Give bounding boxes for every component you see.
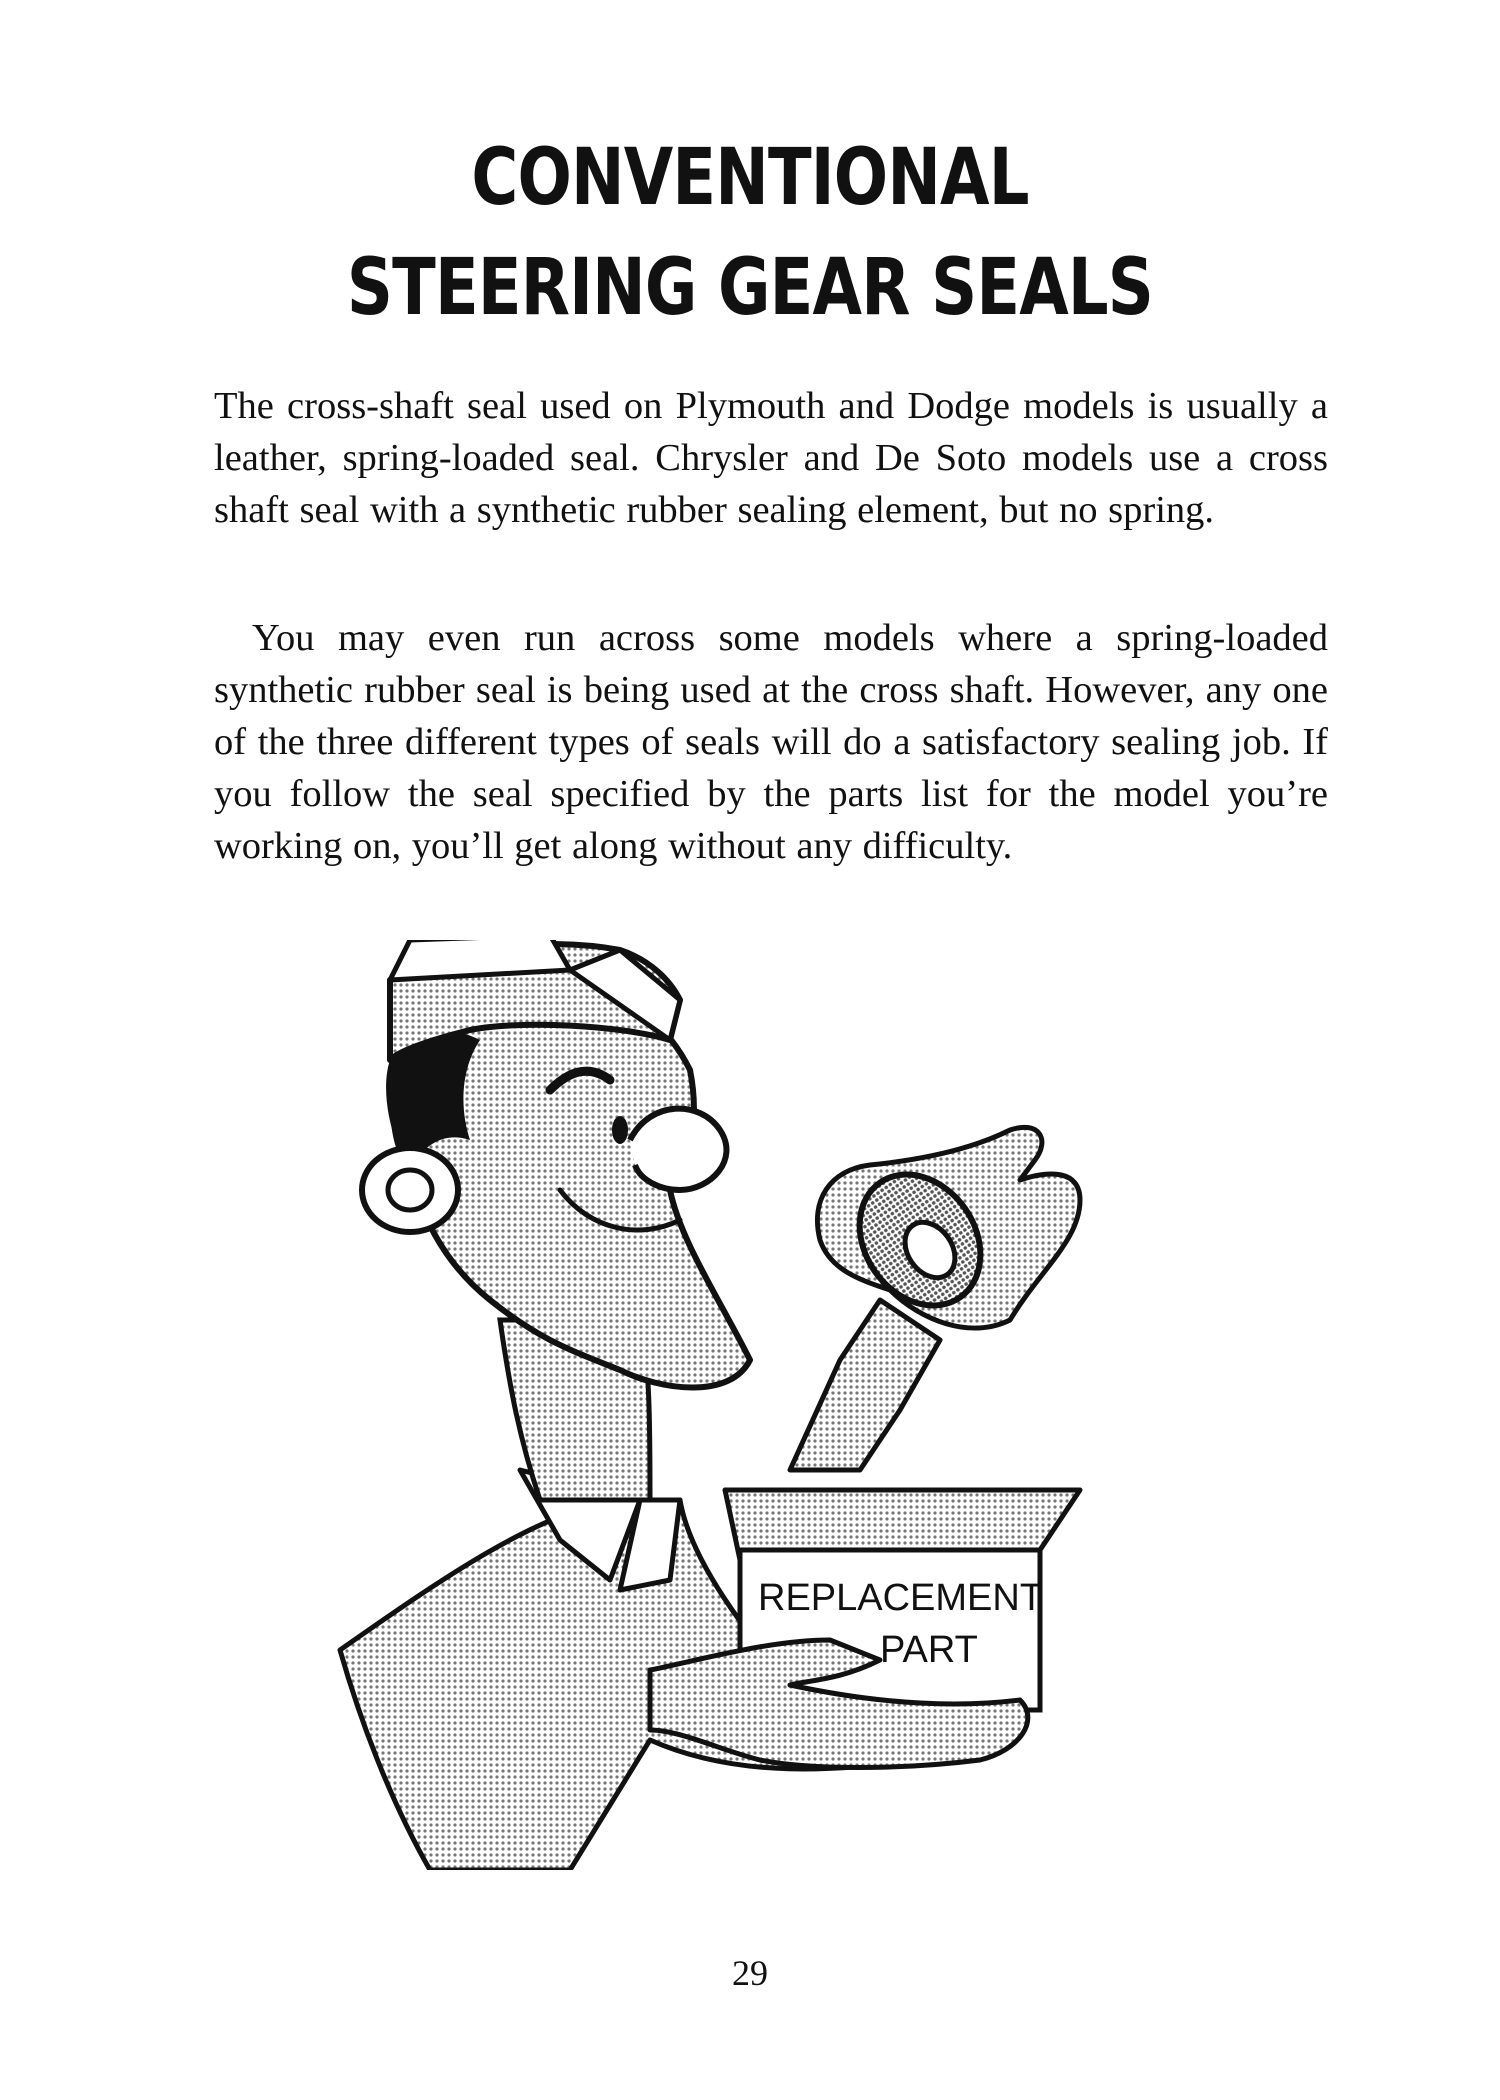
page-number: 29 xyxy=(732,1953,768,1993)
mechanic-ear xyxy=(362,1148,458,1232)
mechanic-eye xyxy=(612,1116,628,1144)
box-label-line-1: REPLACEMENT xyxy=(758,1577,1044,1619)
mechanic-raised-arm xyxy=(790,1300,940,1470)
body-paragraph-1: The cross-shaft seal used on Plymouth and Dodge models is usually a leather, spring-loaded seal. Chrysler and De Soto models use a cross shaft seal with a synthetic rubber sealing element, but no spring. xyxy=(214,385,1328,531)
mechanic-illustration xyxy=(320,940,1180,1870)
body-paragraph-2: You may even run across some models where a spring-loaded synthetic rubber seal is being used at the cross shaft. However, any one of the three different types of seals will do a satisfactory sealing job. If you follow the seal specified by the parts list for the model you’re working on, you’ll get along without any difficulty. xyxy=(214,617,1328,867)
page-title-line-1: CONVENTIONAL xyxy=(471,133,1029,223)
mechanic-nose xyxy=(630,1109,726,1190)
box-label-line-2: PART xyxy=(880,1629,978,1671)
page-title-line-2: STEERING GEAR SEALS xyxy=(346,243,1154,333)
